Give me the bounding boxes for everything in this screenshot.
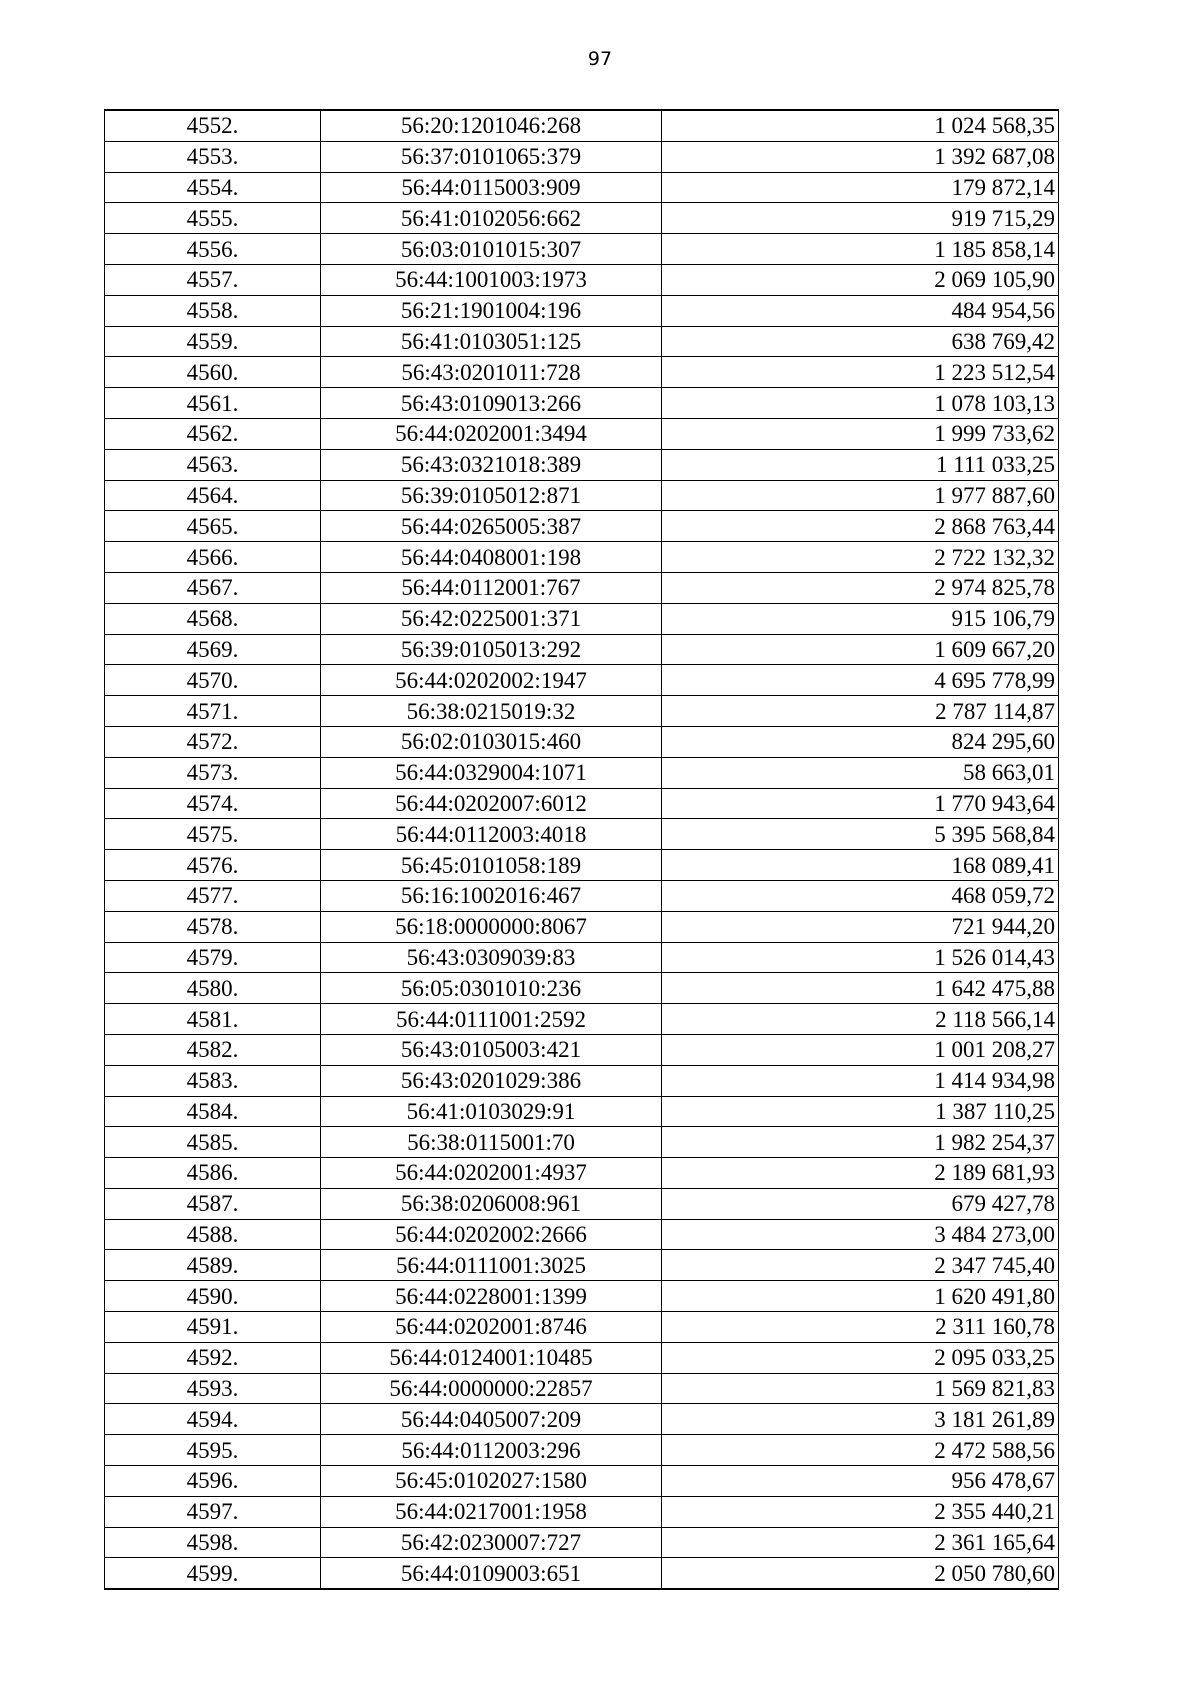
table-row bbox=[105, 1281, 1059, 1312]
table-row bbox=[105, 726, 1059, 757]
cadastral-value-cell: 1 001 208,27 bbox=[662, 1034, 1059, 1065]
row-number-cell: 4595. bbox=[105, 1435, 321, 1466]
table-row bbox=[105, 973, 1059, 1004]
table-row bbox=[105, 295, 1059, 326]
cadastral-number-cell: 56:44:0202007:6012 bbox=[321, 788, 662, 819]
cadastral-value-cell: 1 642 475,88 bbox=[662, 973, 1059, 1004]
cadastral-value-cell: 956 478,67 bbox=[662, 1466, 1059, 1497]
cadastral-value-cell: 1 526 014,43 bbox=[662, 942, 1059, 973]
row-number-cell: 4592. bbox=[105, 1342, 321, 1373]
row-number-cell: 4576. bbox=[105, 850, 321, 881]
cadastral-value-cell: 679 427,78 bbox=[662, 1188, 1059, 1219]
row-number-cell: 4556. bbox=[105, 234, 321, 265]
cadastral-number-cell: 56:42:0225001:371 bbox=[321, 603, 662, 634]
cadastral-number-cell: 56:42:0230007:727 bbox=[321, 1527, 662, 1558]
row-number-cell: 4589. bbox=[105, 1250, 321, 1281]
row-number-cell: 4569. bbox=[105, 634, 321, 665]
row-number-cell: 4580. bbox=[105, 973, 321, 1004]
row-number-cell: 4559. bbox=[105, 326, 321, 357]
cadastral-number-cell: 56:45:0102027:1580 bbox=[321, 1466, 662, 1497]
row-number-cell: 4578. bbox=[105, 911, 321, 942]
row-number-cell: 4564. bbox=[105, 480, 321, 511]
row-number-cell: 4553. bbox=[105, 141, 321, 172]
cadastral-number-cell: 56:44:0000000:22857 bbox=[321, 1373, 662, 1404]
cadastral-number-cell: 56:38:0215019:32 bbox=[321, 696, 662, 727]
row-number-cell: 4585. bbox=[105, 1127, 321, 1158]
cadastral-number-cell: 56:38:0115001:70 bbox=[321, 1127, 662, 1158]
cadastral-value-cell: 2 974 825,78 bbox=[662, 572, 1059, 603]
table-row bbox=[105, 388, 1059, 419]
table-row bbox=[105, 1466, 1059, 1497]
cadastral-number-cell: 56:38:0206008:961 bbox=[321, 1188, 662, 1219]
cadastral-value-cell: 919 715,29 bbox=[662, 203, 1059, 234]
table-row bbox=[105, 1158, 1059, 1189]
cadastral-value-cell: 1 982 254,37 bbox=[662, 1127, 1059, 1158]
cadastral-value-cell: 2 069 105,90 bbox=[662, 264, 1059, 295]
cadastral-number-cell: 56:44:0109003:651 bbox=[321, 1558, 662, 1589]
row-number-cell: 4567. bbox=[105, 572, 321, 603]
row-number-cell: 4586. bbox=[105, 1158, 321, 1189]
row-number-cell: 4552. bbox=[105, 110, 321, 141]
cadastral-value-cell: 2 787 114,87 bbox=[662, 696, 1059, 727]
cadastral-value-cell: 1 387 110,25 bbox=[662, 1096, 1059, 1127]
cadastral-number-cell: 56:44:0112003:4018 bbox=[321, 819, 662, 850]
cadastral-number-cell: 56:44:0124001:10485 bbox=[321, 1342, 662, 1373]
cadastral-number-cell: 56:44:0202001:3494 bbox=[321, 418, 662, 449]
table-row bbox=[105, 326, 1059, 357]
cadastral-number-cell: 56:41:0103051:125 bbox=[321, 326, 662, 357]
table-row bbox=[105, 141, 1059, 172]
cadastral-value-cell: 468 059,72 bbox=[662, 880, 1059, 911]
table-row bbox=[105, 1558, 1059, 1589]
cadastral-value-cell: 1 223 512,54 bbox=[662, 357, 1059, 388]
cadastral-number-cell: 56:44:1001003:1973 bbox=[321, 264, 662, 295]
cadastral-number-cell: 56:44:0228001:1399 bbox=[321, 1281, 662, 1312]
cadastral-value-cell: 1 770 943,64 bbox=[662, 788, 1059, 819]
cadastral-value-cell: 1 111 033,25 bbox=[662, 449, 1059, 480]
cadastral-value-cell: 1 185 858,14 bbox=[662, 234, 1059, 265]
cadastral-value-cell: 179 872,14 bbox=[662, 172, 1059, 203]
table-row bbox=[105, 603, 1059, 634]
cadastral-number-cell: 56:16:1002016:467 bbox=[321, 880, 662, 911]
cadastral-number-cell: 56:37:0101065:379 bbox=[321, 141, 662, 172]
table-row bbox=[105, 1527, 1059, 1558]
cadastral-value-cell: 915 106,79 bbox=[662, 603, 1059, 634]
cadastral-value-cell: 1 620 491,80 bbox=[662, 1281, 1059, 1312]
cadastral-value-cell: 1 392 687,08 bbox=[662, 141, 1059, 172]
table-row bbox=[105, 1219, 1059, 1250]
row-number-cell: 4575. bbox=[105, 819, 321, 850]
table-row bbox=[105, 1496, 1059, 1527]
cadastral-value-cell: 2 311 160,78 bbox=[662, 1312, 1059, 1343]
cadastral-number-cell: 56:39:0105012:871 bbox=[321, 480, 662, 511]
table-row bbox=[105, 449, 1059, 480]
cadastral-number-cell: 56:44:0202001:4937 bbox=[321, 1158, 662, 1189]
row-number-cell: 4588. bbox=[105, 1219, 321, 1250]
cadastral-number-cell: 56:43:0201011:728 bbox=[321, 357, 662, 388]
table-row bbox=[105, 572, 1059, 603]
row-number-cell: 4563. bbox=[105, 449, 321, 480]
table-row bbox=[105, 911, 1059, 942]
cadastral-number-cell: 56:44:0202002:1947 bbox=[321, 665, 662, 696]
cadastral-number-cell: 56:44:0112001:767 bbox=[321, 572, 662, 603]
row-number-cell: 4579. bbox=[105, 942, 321, 973]
cadastral-number-cell: 56:41:0103029:91 bbox=[321, 1096, 662, 1127]
cadastral-value-cell: 1 024 568,35 bbox=[662, 110, 1059, 141]
row-number-cell: 4562. bbox=[105, 418, 321, 449]
row-number-cell: 4598. bbox=[105, 1527, 321, 1558]
cadastral-value-cell: 2 868 763,44 bbox=[662, 511, 1059, 542]
row-number-cell: 4566. bbox=[105, 542, 321, 573]
table-row bbox=[105, 480, 1059, 511]
row-number-cell: 4597. bbox=[105, 1496, 321, 1527]
cadastral-value-cell: 58 663,01 bbox=[662, 757, 1059, 788]
row-number-cell: 4568. bbox=[105, 603, 321, 634]
cadastral-number-cell: 56:44:0405007:209 bbox=[321, 1404, 662, 1435]
cadastral-number-cell: 56:43:0309039:83 bbox=[321, 942, 662, 973]
table-row bbox=[105, 110, 1059, 141]
cadastral-number-cell: 56:44:0202002:2666 bbox=[321, 1219, 662, 1250]
cadastral-number-cell: 56:20:1201046:268 bbox=[321, 110, 662, 141]
row-number-cell: 4590. bbox=[105, 1281, 321, 1312]
cadastral-number-cell: 56:21:1901004:196 bbox=[321, 295, 662, 326]
cadastral-value-cell: 1 078 103,13 bbox=[662, 388, 1059, 419]
cadastral-value-cell: 2 050 780,60 bbox=[662, 1558, 1059, 1589]
cadastral-number-cell: 56:02:0103015:460 bbox=[321, 726, 662, 757]
page-number: 97 bbox=[587, 48, 613, 70]
cadastral-number-cell: 56:18:0000000:8067 bbox=[321, 911, 662, 942]
table-row bbox=[105, 511, 1059, 542]
cadastral-value-cell: 2 355 440,21 bbox=[662, 1496, 1059, 1527]
table-row bbox=[105, 850, 1059, 881]
cadastral-value-cell: 168 089,41 bbox=[662, 850, 1059, 881]
cadastral-value-cell: 1 414 934,98 bbox=[662, 1065, 1059, 1096]
row-number-cell: 4587. bbox=[105, 1188, 321, 1219]
cadastral-number-cell: 56:44:0408001:198 bbox=[321, 542, 662, 573]
table-row bbox=[105, 1096, 1059, 1127]
cadastral-number-cell: 56:43:0321018:389 bbox=[321, 449, 662, 480]
row-number-cell: 4565. bbox=[105, 511, 321, 542]
cadastral-number-cell: 56:44:0111001:2592 bbox=[321, 1004, 662, 1035]
table-row bbox=[105, 880, 1059, 911]
row-number-cell: 4561. bbox=[105, 388, 321, 419]
cadastral-value-cell: 638 769,42 bbox=[662, 326, 1059, 357]
table-row bbox=[105, 788, 1059, 819]
table-row bbox=[105, 1188, 1059, 1219]
cadastral-value-cell: 1 999 733,62 bbox=[662, 418, 1059, 449]
table-row bbox=[105, 357, 1059, 388]
row-number-cell: 4574. bbox=[105, 788, 321, 819]
cadastral-value-cell: 1 569 821,83 bbox=[662, 1373, 1059, 1404]
table-row bbox=[105, 264, 1059, 295]
table-row bbox=[105, 203, 1059, 234]
table-row bbox=[105, 942, 1059, 973]
cadastral-value-cell: 2 118 566,14 bbox=[662, 1004, 1059, 1035]
cadastral-number-cell: 56:44:0217001:1958 bbox=[321, 1496, 662, 1527]
row-number-cell: 4558. bbox=[105, 295, 321, 326]
table-row bbox=[105, 172, 1059, 203]
cadastral-number-cell: 56:05:0301010:236 bbox=[321, 973, 662, 1004]
table-row bbox=[105, 1342, 1059, 1373]
row-number-cell: 4583. bbox=[105, 1065, 321, 1096]
row-number-cell: 4555. bbox=[105, 203, 321, 234]
cadastral-value-cell: 2 347 745,40 bbox=[662, 1250, 1059, 1281]
row-number-cell: 4581. bbox=[105, 1004, 321, 1035]
table-row bbox=[105, 1312, 1059, 1343]
row-number-cell: 4599. bbox=[105, 1558, 321, 1589]
cadastral-value-table bbox=[104, 109, 1059, 1590]
row-number-cell: 4570. bbox=[105, 665, 321, 696]
table-row bbox=[105, 757, 1059, 788]
table-row bbox=[105, 1004, 1059, 1035]
row-number-cell: 4594. bbox=[105, 1404, 321, 1435]
table-row bbox=[105, 1065, 1059, 1096]
table-row bbox=[105, 696, 1059, 727]
cadastral-number-cell: 56:44:0115003:909 bbox=[321, 172, 662, 203]
cadastral-number-cell: 56:43:0201029:386 bbox=[321, 1065, 662, 1096]
cadastral-number-cell: 56:43:0109013:266 bbox=[321, 388, 662, 419]
table-row bbox=[105, 665, 1059, 696]
row-number-cell: 4591. bbox=[105, 1312, 321, 1343]
cadastral-value-cell: 3 181 261,89 bbox=[662, 1404, 1059, 1435]
table-row bbox=[105, 634, 1059, 665]
cadastral-value-cell: 2 472 588,56 bbox=[662, 1435, 1059, 1466]
table-row bbox=[105, 1127, 1059, 1158]
row-number-cell: 4571. bbox=[105, 696, 321, 727]
cadastral-value-cell: 721 944,20 bbox=[662, 911, 1059, 942]
cadastral-number-cell: 56:44:0265005:387 bbox=[321, 511, 662, 542]
row-number-cell: 4572. bbox=[105, 726, 321, 757]
cadastral-number-cell: 56:44:0329004:1071 bbox=[321, 757, 662, 788]
table-row bbox=[105, 1404, 1059, 1435]
cadastral-value-cell: 4 695 778,99 bbox=[662, 665, 1059, 696]
table-body bbox=[105, 110, 1059, 1589]
cadastral-value-cell: 1 977 887,60 bbox=[662, 480, 1059, 511]
cadastral-value-cell: 1 609 667,20 bbox=[662, 634, 1059, 665]
cadastral-value-cell: 2 722 132,32 bbox=[662, 542, 1059, 573]
cadastral-value-cell: 5 395 568,84 bbox=[662, 819, 1059, 850]
cadastral-number-cell: 56:44:0112003:296 bbox=[321, 1435, 662, 1466]
row-number-cell: 4577. bbox=[105, 880, 321, 911]
cadastral-number-cell: 56:43:0105003:421 bbox=[321, 1034, 662, 1065]
cadastral-number-cell: 56:39:0105013:292 bbox=[321, 634, 662, 665]
table-row bbox=[105, 542, 1059, 573]
cadastral-number-cell: 56:41:0102056:662 bbox=[321, 203, 662, 234]
cadastral-number-cell: 56:44:0202001:8746 bbox=[321, 1312, 662, 1343]
table-row bbox=[105, 1373, 1059, 1404]
table-row bbox=[105, 1034, 1059, 1065]
cadastral-number-cell: 56:44:0111001:3025 bbox=[321, 1250, 662, 1281]
table-row bbox=[105, 1250, 1059, 1281]
cadastral-number-cell: 56:03:0101015:307 bbox=[321, 234, 662, 265]
cadastral-number-cell: 56:45:0101058:189 bbox=[321, 850, 662, 881]
row-number-cell: 4554. bbox=[105, 172, 321, 203]
table-row bbox=[105, 234, 1059, 265]
cadastral-value-cell: 824 295,60 bbox=[662, 726, 1059, 757]
cadastral-value-cell: 2 189 681,93 bbox=[662, 1158, 1059, 1189]
row-number-cell: 4557. bbox=[105, 264, 321, 295]
table-row bbox=[105, 1435, 1059, 1466]
row-number-cell: 4560. bbox=[105, 357, 321, 388]
row-number-cell: 4582. bbox=[105, 1034, 321, 1065]
row-number-cell: 4573. bbox=[105, 757, 321, 788]
cadastral-value-cell: 2 095 033,25 bbox=[662, 1342, 1059, 1373]
row-number-cell: 4584. bbox=[105, 1096, 321, 1127]
table-row bbox=[105, 819, 1059, 850]
cadastral-value-cell: 2 361 165,64 bbox=[662, 1527, 1059, 1558]
table-row bbox=[105, 418, 1059, 449]
row-number-cell: 4596. bbox=[105, 1466, 321, 1497]
cadastral-value-cell: 484 954,56 bbox=[662, 295, 1059, 326]
cadastral-value-cell: 3 484 273,00 bbox=[662, 1219, 1059, 1250]
row-number-cell: 4593. bbox=[105, 1373, 321, 1404]
